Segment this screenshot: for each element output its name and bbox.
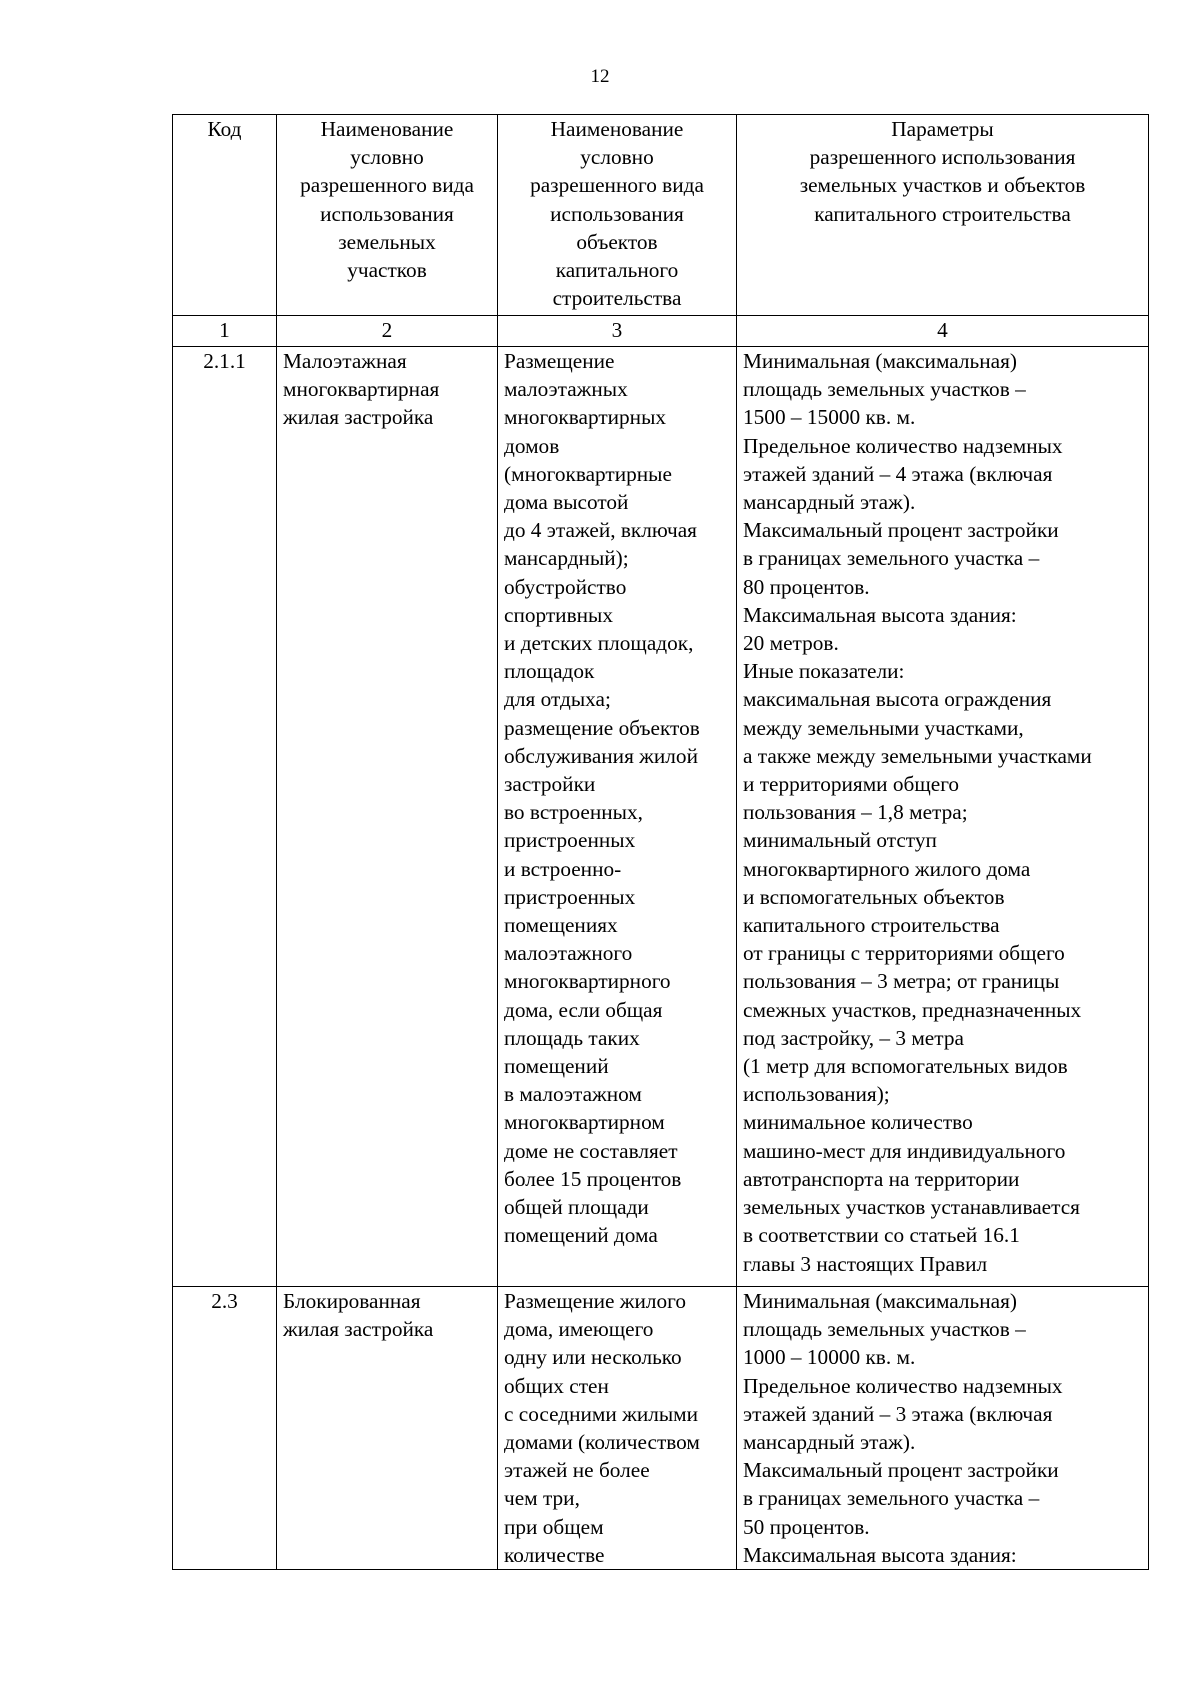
object-use-line: общих стен [504, 1373, 609, 1398]
header-parameters-line: Параметры [891, 117, 994, 141]
header-object-use-name-line: объектов [576, 229, 658, 254]
row-parameters [737, 347, 1149, 1287]
land-use-name-line: многоквартирная [283, 377, 440, 402]
column-number: 1 [173, 316, 277, 347]
parameter-line: Минимальная (максимальная) [743, 1289, 1017, 1313]
header-object-use-name [498, 115, 737, 316]
object-use-line: домов [504, 433, 560, 458]
header-parameters-line: капитального строительства [814, 201, 1071, 226]
row-object-use-name [498, 347, 737, 1287]
row-code: 2.3 [173, 1287, 277, 1570]
parameter-line: главы 3 настоящих Правил [743, 1251, 988, 1276]
object-use-line: застройки [504, 772, 596, 797]
column-number: 2 [277, 316, 498, 347]
parameter-line: и территориями общего [743, 772, 960, 797]
parameter-line: Предельное количество надземных [743, 1373, 1063, 1398]
object-use-line: доме не составляет [504, 1138, 678, 1163]
object-use-line: помещений дома [504, 1223, 658, 1248]
parameter-line: между земельными участками, [743, 715, 1024, 740]
page-number: 12 [590, 66, 610, 87]
parameter-line: земельных участков устанавливается [743, 1195, 1080, 1220]
parameter-line: Максимальная высота здания: [743, 1542, 1017, 1567]
land-use-name-line: Малоэтажная [283, 349, 407, 373]
parameter-line: минимальный отступ [743, 828, 937, 853]
object-use-line: помещений [504, 1054, 609, 1079]
land-use-name-line: жилая застройка [283, 405, 434, 430]
object-use-line: мансардный); [504, 546, 629, 571]
column-number: 3 [498, 316, 737, 347]
header-object-use-name-line: использования [550, 201, 684, 226]
object-use-line: и встроенно- [504, 856, 622, 881]
object-use-line: количестве [504, 1542, 605, 1567]
object-use-line: обустройство [504, 574, 627, 599]
header-land-use-name [277, 115, 498, 316]
header-land-use-name-line: Наименование [320, 117, 454, 141]
object-use-line: этажей не более [504, 1458, 650, 1483]
object-use-line: более 15 процентов [504, 1166, 682, 1191]
object-use-line: Размещение [504, 349, 615, 373]
parameter-line: смежных участков, предназначенных [743, 997, 1082, 1022]
header-land-use-name-line: разрешенного вида [300, 173, 474, 198]
header-code-line: Код [207, 117, 242, 141]
table-row [173, 347, 1149, 1287]
header-object-use-name-line: строительства [552, 286, 682, 311]
parameter-line: в границах земельного участка – [743, 546, 1040, 571]
object-use-line: в малоэтажном [504, 1082, 642, 1107]
object-use-line: спортивных [504, 602, 613, 627]
parameter-line: Минимальная (максимальная) [743, 349, 1017, 373]
parameter-line: в границах земельного участка – [743, 1486, 1040, 1511]
parameter-line: мансардный этаж). [743, 490, 916, 515]
header-land-use-name-line: использования [320, 201, 454, 226]
parameter-line: площадь земельных участков – [743, 1317, 1026, 1342]
object-use-line: и детских площадок, [504, 631, 694, 656]
parameter-line: 50 процентов. [743, 1514, 870, 1539]
object-use-line: площадь таких [504, 1025, 640, 1050]
object-use-line: многоквартирном [504, 1110, 665, 1135]
header-parameters-line: земельных участков и объектов [799, 173, 1086, 198]
parameter-line: 1000 – 10000 кв. м. [743, 1345, 916, 1370]
parameter-line: капитального строительства [743, 913, 1000, 938]
parameter-line: Иные показатели: [743, 659, 905, 684]
object-use-line: малоэтажного [504, 941, 633, 966]
header-object-use-name-line: капитального [555, 258, 679, 283]
parameter-line: площадь земельных участков – [743, 377, 1026, 402]
object-use-line: дома, если общая [504, 997, 663, 1022]
object-use-line: одну или несколько [504, 1345, 682, 1370]
parameter-line: в соответствии со статьей 16.1 [743, 1223, 1020, 1248]
row-land-use-name [277, 347, 498, 1287]
object-use-line: дома, имеющего [504, 1317, 654, 1342]
parameter-line: этажей зданий – 4 этажа (включая [743, 461, 1053, 486]
land-use-name-line: жилая застройка [283, 1317, 434, 1342]
object-use-line: пристроенных [504, 884, 636, 909]
header-land-use-name-line: условно [350, 145, 424, 170]
parameter-line: 20 метров. [743, 631, 839, 656]
parameter-line: этажей зданий – 3 этажа (включая [743, 1401, 1053, 1426]
object-use-line: обслуживания жилой [504, 743, 698, 768]
object-use-line: домами (количеством [504, 1430, 700, 1455]
row-land-use-name [277, 1287, 498, 1570]
header-land-use-name-line: участков [347, 258, 427, 283]
parameter-line: 1500 – 15000 кв. м. [743, 405, 916, 430]
object-use-line: площадок [504, 659, 595, 684]
object-use-line: (многоквартирные [504, 461, 672, 486]
column-number-row [173, 316, 1149, 347]
object-use-line: пристроенных [504, 828, 636, 853]
object-use-line: до 4 этажей, включая [504, 518, 697, 543]
object-use-line: во встроенных, [504, 800, 643, 825]
parameter-line: а также между земельными участками [743, 743, 1092, 768]
parameter-line: под застройку, – 3 метра [743, 1025, 964, 1050]
header-parameters-line: разрешенного использования [809, 145, 1076, 170]
parameter-line: использования); [743, 1082, 890, 1107]
parameter-line: Максимальный процент застройки [743, 1458, 1059, 1483]
object-use-line: многоквартирных [504, 405, 667, 430]
object-use-line: чем три, [504, 1486, 580, 1511]
object-use-line: Размещение жилого [504, 1289, 687, 1313]
parameter-line: 80 процентов. [743, 574, 870, 599]
parameter-line: (1 метр для вспомогательных видов [743, 1054, 1068, 1079]
table-row [173, 1287, 1149, 1570]
land-use-table [172, 114, 1149, 1570]
object-use-line: многоквартирного [504, 969, 671, 994]
object-use-line: при общем [504, 1514, 604, 1539]
parameter-line: от границы с территориями общего [743, 941, 1065, 966]
header-land-use-name-line: земельных [338, 229, 436, 254]
header-object-use-name-line: Наименование [550, 117, 684, 141]
parameter-line: максимальная высота ограждения [743, 687, 1052, 712]
row-code: 2.1.1 [173, 347, 277, 1287]
row-object-use-name [498, 1287, 737, 1570]
object-use-line: для отдыха; [504, 687, 611, 712]
parameter-line: многоквартирного жилого дома [743, 856, 1031, 881]
header-object-use-name-line: разрешенного вида [530, 173, 704, 198]
row-parameters [737, 1287, 1149, 1570]
parameter-line: машино-мест для индивидуального [743, 1138, 1066, 1163]
object-use-line: общей площади [504, 1195, 649, 1220]
land-use-name-line: Блокированная [283, 1289, 421, 1313]
header-object-use-name-line: условно [580, 145, 654, 170]
object-use-line: дома высотой [504, 490, 629, 515]
parameter-line: автотранспорта на территории [743, 1166, 1020, 1191]
object-use-line: размещение объектов [504, 715, 700, 740]
column-number: 4 [737, 316, 1149, 347]
parameter-line: пользования – 1,8 метра; [743, 800, 968, 825]
parameter-line: мансардный этаж). [743, 1430, 916, 1455]
object-use-line: с соседними жилыми [504, 1401, 699, 1426]
header-code [173, 115, 277, 316]
table-header-row [173, 115, 1149, 316]
object-use-line: малоэтажных [504, 377, 628, 402]
parameter-line: минимальное количество [743, 1110, 973, 1135]
parameter-line: Максимальный процент застройки [743, 518, 1059, 543]
parameter-line: пользования – 3 метра; от границы [743, 969, 1060, 994]
parameter-line: и вспомогательных объектов [743, 884, 1005, 909]
object-use-line: помещениях [504, 913, 618, 938]
header-parameters [737, 115, 1149, 316]
parameter-line: Предельное количество надземных [743, 433, 1063, 458]
parameter-line: Максимальная высота здания: [743, 602, 1017, 627]
